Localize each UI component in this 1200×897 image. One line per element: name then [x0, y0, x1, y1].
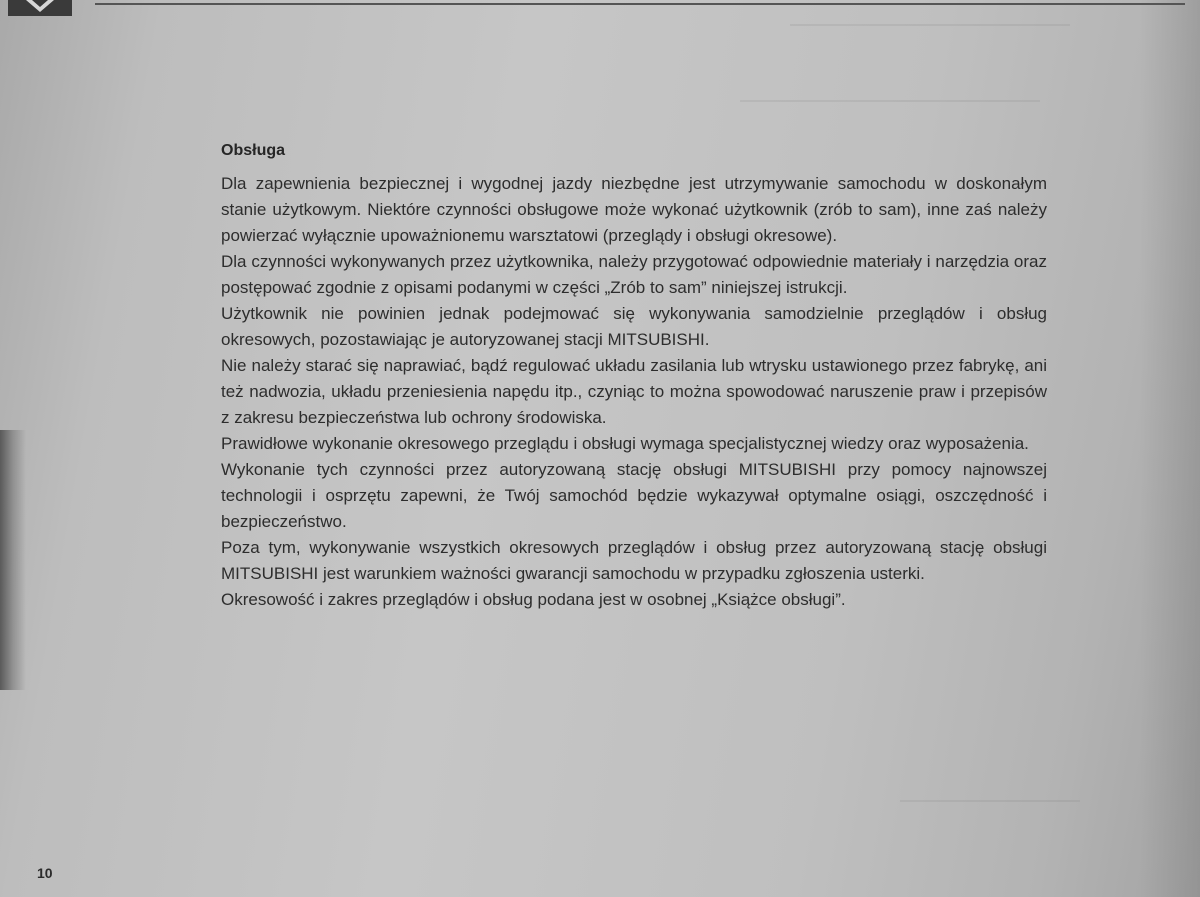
edge-shadow	[1140, 0, 1200, 897]
paragraph: Dla czynności wykonywanych przez użytkownika, należy przygotować odpowiednie materiały i narzędzia oraz postępować zgodnie z opisami podanymi w części „Zrób to sam” niniejszej istrukcji.	[221, 252, 1047, 297]
show-through	[900, 800, 1080, 802]
show-through	[790, 24, 1070, 26]
paragraph: Poza tym, wykonywanie wszystkich okresowych przeglądów i obsług przez autoryzowaną stację obsługi MITSUBISHI jest warunkiem ważności gwarancji samochodu w przypadku zgłoszenia usterki.	[221, 538, 1047, 583]
paragraph: Nie należy starać się naprawiać, bądź regulować układu zasilania lub wtrysku ustawionego przez fabrykę, ani też nadwozia, układu przeniesienia napędu itp., czyniąc to można spowodować naruszenie praw i przepisów z zakresu bezpieczeństwa lub ochrony środowiska.	[221, 356, 1047, 427]
show-through	[740, 100, 1040, 102]
page-number: 10	[37, 865, 53, 881]
section-heading: Obsługa	[221, 142, 286, 159]
chapter-marker-icon	[8, 0, 72, 16]
paragraph: Okresowość i zakres przeglądów i obsług podana jest w osobnej „Książce obsługi”.	[221, 590, 846, 609]
paragraph: Wykonanie tych czynności przez autoryzowaną stację obsługi MITSUBISHI przy pomocy najnowszej technologii i osprzętu zapewni, że Twój samochód będzie wykazywał optymalne osiągi, oszczędność i bezpieczeństwo.	[221, 460, 1047, 531]
binding-shadow	[0, 430, 26, 690]
paragraph: Prawidłowe wykonanie okresowego przeglądu i obsługi wymaga specjalistycznej wiedzy oraz wyposażenia.	[221, 434, 1029, 453]
paragraph: Dla zapewnienia bezpiecznej i wygodnej jazdy niezbędne jest utrzymywanie samochodu w doskonałym stanie użytkowym. Niektóre czynności obsługowe może wykonać użytkownik (zrób to sam), inne zaś należy powierzać wyłącznie upoważnionemu warsztatowi (przeglądy i obsługi okresowe).	[221, 174, 1047, 245]
header-rule	[95, 3, 1185, 5]
paragraph: Użytkownik nie powinien jednak podejmować się wykonywania samodzielnie przeglądów i obsług okresowych, pozostawiając je autoryzowanej stacji MITSUBISHI.	[221, 304, 1047, 349]
document-body	[221, 142, 1047, 613]
